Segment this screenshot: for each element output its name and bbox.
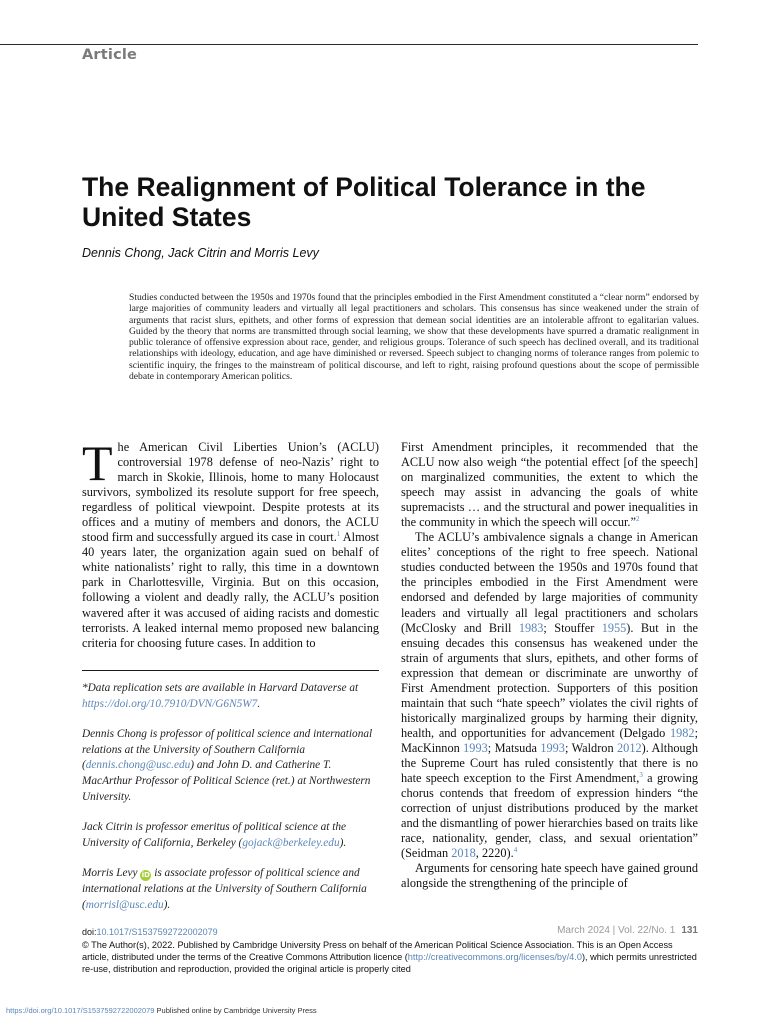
paragraph-text: ; Matsuda <box>487 740 541 755</box>
license-text: © The Author(s), 2022. Published by Cambridge University Press on behalf of the American Political Science Association. This is an Open Access article, distributed under the terms of the Creative Commons Attribution licence ( <box>82 940 673 962</box>
footnote-ref[interactable]: 3 <box>639 770 643 779</box>
orcid-icon[interactable]: iD <box>141 871 150 880</box>
citation-link[interactable]: 1993 <box>463 740 488 755</box>
citation-link[interactable]: 1955 <box>601 620 627 635</box>
body-column-left <box>82 435 379 651</box>
note-text: ). <box>163 898 171 911</box>
paragraph-text: The ACLU’s ambivalence signals a change in American elites’ conceptions of the right to free speech. National studies conducted between the 1950s and 1970s found that the principles embodied in the First Amendment were endorsed and defended by large majorities of community leaders and virtually all legal practitioners and scholars (McClosky and Brill <box>401 530 698 635</box>
paragraph-text: First Amendment principles, it recommended that the ACLU now also weigh “the potential effect [of the speech] on marginalized communities, the extent to which the speech may assist in advancing the goals of white supremacists … and the structural and power inequalities in the community in which the speech will occur.” <box>401 440 698 530</box>
author-notes <box>82 670 379 928</box>
paragraph-text: Almost 40 years later, the organization again sued on behalf of white nationalists’ right to rally, this time in a downtown park in Charlottesville, Virginia. But on this occasion, following a violent and deadly rally, the ACLU’s position wavered after it was accused of aiding racists and domestic terrorists. A leaked internal memo proposed new balancing criteria for choosing future cases. In addition to <box>82 530 379 650</box>
paragraph-text: ; MacKinnon <box>401 725 698 755</box>
publisher-text: Published online by Cambridge University Press <box>154 1006 317 1015</box>
paragraph <box>401 440 698 530</box>
paragraph <box>401 861 698 891</box>
body-column-right <box>401 440 698 891</box>
data-note <box>82 681 379 712</box>
page-number: 131 <box>681 925 698 936</box>
citation-link[interactable]: 2012 <box>617 740 642 755</box>
note-text: Dennis Chong is professor of political science and international relations at the University of Southern California ( <box>82 728 373 772</box>
paragraph <box>82 435 379 651</box>
issue-info <box>510 925 698 936</box>
footnote-ref[interactable]: 4 <box>513 846 518 855</box>
doi <box>82 927 218 937</box>
note-text: . <box>257 697 261 710</box>
article-authors: Dennis Chong, Jack Citrin and Morris Levy <box>82 246 319 260</box>
note-text: ) and John D. and Catherine T. MacArthur Professor of Political Science (ret.) at Northwestern University. <box>82 759 371 803</box>
paragraph-text: a growing chorus contends that freedom of expression hinders “the correction of unjust distributions produced by the market and the dismantling of power hierarchies based on traits like race, nationality, gender, class, and sexual orientation” (Seidman <box>401 771 699 861</box>
note-text: is associate professor of political science and international relations at the University of Southern California ( <box>82 867 367 911</box>
footnote-ref[interactable]: 2 <box>635 515 640 524</box>
bottom-doi-link[interactable]: https://doi.org/10.1017/S1537592722002079 <box>6 1006 155 1015</box>
license-notice <box>82 939 702 975</box>
author-note-levy <box>82 866 379 913</box>
issue-text: March 2024 | Vol. 22/No. 1 <box>557 925 676 936</box>
doi-prefix: doi: <box>82 927 97 937</box>
paragraph-text: Arguments for censoring hate speech have gained ground alongside the strengthening of the principle of <box>401 861 698 891</box>
paragraph <box>401 530 698 861</box>
drop-cap: T <box>82 435 113 491</box>
paragraph-text: ). But in the ensuing decades this consensus has weakened under the strain of arguments that slurs, epithets, and other forms of expression that demean or discriminate are unworthy of First Amendment protection. Supporters of this position maintain that such “hate speech” violates the civil rights of historically marginalized groups by harming their dignity, health, and opportunities for advancement (Delgado <box>401 620 698 740</box>
email-link[interactable]: morrisl@usc.edu <box>85 898 164 911</box>
citation-link[interactable]: 1983 <box>518 620 544 635</box>
paragraph-text: , 2220). <box>475 846 514 861</box>
note-text: ). <box>339 836 347 849</box>
author-note-citrin <box>82 820 379 851</box>
publication-footer <box>6 1006 317 1015</box>
footnote-ref[interactable]: 1 <box>336 530 341 539</box>
section-label: Article <box>82 47 138 63</box>
paragraph-text: he American Civil Liberties Union’s (ACLU) controversial 1978 defense of neo-Nazis’ right to march in Skokie, Illinois, home to many Holocaust survivors, symbolized its resolute support for free speech, regardless of political viewpoint. Despite protests at its offices and a mutiny of members and donors, the ACLU stood firm and successfully argued its case in court. <box>82 440 379 545</box>
note-text: Morris Levy <box>82 867 141 880</box>
paragraph-text: ; Waldron <box>564 740 618 755</box>
article-title: The Realignment of Political Tolerance in the United States <box>82 172 646 232</box>
citation-link[interactable]: 1993 <box>540 740 565 755</box>
note-text: Jack Citrin is professor emeritus of political science at the University of California, Berkeley ( <box>82 821 347 849</box>
header-rule <box>0 44 698 45</box>
doi-link[interactable]: 10.1017/S1537592722002079 <box>96 927 218 937</box>
citation-link[interactable]: 2018 <box>451 846 476 861</box>
email-link[interactable]: gojack@berkeley.edu <box>242 836 340 849</box>
paragraph-text: ). Although the Supreme Court has ruled consistently that there is no hate speech exception to the First Amendment, <box>401 740 698 786</box>
license-text: ), which permits unrestricted re-use, distribution and reproduction, provided the original article is properly cited <box>82 952 697 974</box>
citation-link[interactable]: 1982 <box>669 725 695 740</box>
paragraph-text: ; Stouffer <box>543 620 602 635</box>
note-text: *Data replication sets are available in Harvard Dataverse at <box>82 682 359 694</box>
license-link[interactable]: http://creativecommons.org/licenses/by/4.0 <box>407 952 582 962</box>
abstract: Studies conducted between the 1950s and 1970s found that the principles embodied in the First Amendment constituted a “clear norm” endorsed by large majorities of community leaders and virtually all legal practitioners and scholars. This consensus has since weakened under the strain of arguments that racist slurs, epithets, and other forms of expression that demean social identities are an intolerable affront to egalitarian values. Guided by the theory that norms are transmitted through social learning, we show that these developments have spurred a dramatic realignment in public tolerance of offensive expression about race, gender, and religious groups. Tolerance of such speech has declined overall, and its traditional relationships with ideology, education, and age have diminished or reversed. Speech subject to changing norms of tolerance ranges from polemic to scientific inquiry, the fringes to the mainstream of political discourse, and left to right, raising profound questions about the scope of permissible debate in contemporary American politics. <box>129 292 699 383</box>
author-note-chong <box>82 727 379 805</box>
dataverse-link[interactable]: https://doi.org/10.7910/DVN/G6N5W7 <box>82 697 258 710</box>
email-link[interactable]: dennis.chong@usc.edu <box>85 759 191 772</box>
